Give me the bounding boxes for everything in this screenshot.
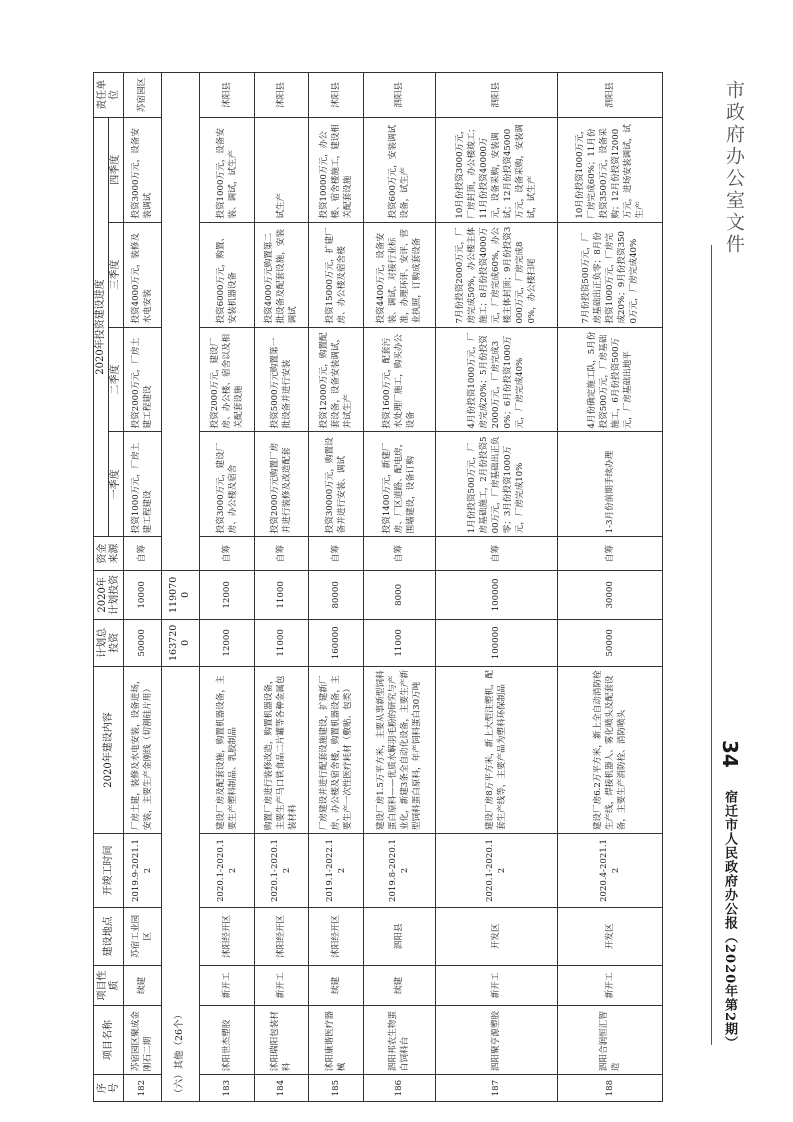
- cell-unit: 苏宿园区: [124, 73, 162, 118]
- cell-content: 厂房土建，装修及水电安装，设备进场，安装，主要生产金刚线（切割硅片用）: [124, 666, 162, 833]
- cell-q4: 投资600万元，安装调试设备，试生产: [364, 117, 436, 222]
- cell-nature: 新开工: [199, 965, 254, 1005]
- cell-q1: 投资2000万元购置厂房并进行装修及改造配套: [254, 432, 309, 537]
- cell-unit: 泗阳县: [557, 73, 662, 118]
- cell-plan2020: 80000: [309, 570, 364, 619]
- cell-q1: 1月份投资500万元，厂房基础施工，2月份投资500万元，厂房基础出正负零；3月份投资1000万元，厂房完成10%: [435, 432, 557, 537]
- cell-period: 2019.8-2020.12: [364, 834, 436, 908]
- cell-q2: 投资5000万元购置第一批设备并进行安装: [254, 327, 309, 432]
- cell-q1: 1-3月份前期手续办理: [557, 432, 662, 537]
- cell-q4: 投资3000万元，设备安装调试: [124, 117, 162, 222]
- cell-location: 苏宿工业园区: [124, 907, 162, 965]
- cell-total: 50000: [557, 619, 662, 666]
- cell-seq: 184: [254, 1075, 309, 1102]
- col-seq: 序号: [94, 1075, 124, 1102]
- cell-nature: 新开工: [557, 965, 662, 1005]
- table-row: [557, 73, 662, 1102]
- cell-q1: 投资1400万元，新建厂房、厂区道路、配电房，围墙建设，设备订购: [364, 432, 436, 537]
- cell-q3: 投资6000万元，购置、安装机器设备: [199, 222, 254, 327]
- cell-nature: 新开工: [435, 965, 557, 1005]
- cell-location: 沭阳经开区: [199, 907, 254, 965]
- cell-name: 泗阳聚亨源塑胶: [435, 1006, 557, 1075]
- cell-total: 50000: [124, 619, 162, 666]
- cell-period: 2020.1-2020.12: [254, 834, 309, 908]
- cell-name: 沭阳康谐医疗器械: [309, 1006, 364, 1075]
- section-row: [161, 73, 199, 1102]
- cell-q1: 投资3000万元，建设厂房、办公楼及宿舍: [199, 432, 254, 537]
- cell-fund: 自筹: [254, 537, 309, 570]
- cell-q2: 4月份确定施工队，5月份投资500万元，厂房基础施工，6月份投资500万元，厂房基础出地平: [557, 327, 662, 432]
- cell-location: 开发区: [435, 907, 557, 965]
- cell-unit: 泗阳县: [364, 73, 436, 118]
- col-period: 开竣工时间: [94, 834, 124, 908]
- col-q3: 三季度: [109, 222, 124, 327]
- cell-q3: 7月份投资500万元，厂房基础出正负零；8月份投资1000万元，厂房完成20%；9月份投资3500万元，厂房完成40%: [557, 222, 662, 327]
- cell-q2: 投资2000万元，厂房土建工程建设: [124, 327, 162, 432]
- cell-content: 建设厂房8万平方米，新上大型注塑机，配套生产线等，主要产品为塑料环保制品: [435, 666, 557, 833]
- investment-table: [93, 72, 663, 1102]
- cell-total: 11000: [364, 619, 436, 666]
- col-location: 建设地点: [94, 907, 124, 965]
- cell-plan2020: 10000: [124, 570, 162, 619]
- section-blank: [161, 73, 199, 571]
- cell-period: 2020.1-2020.12: [435, 834, 557, 908]
- cell-q4: 10月份投资1000万元，厂房完成60%；11月份投资3500万元，设备采购；12月份投资12000万元，进场安装调试，试生产: [557, 117, 662, 222]
- cell-q2: 投资12000万元，购置配套设备，设备安装调试，并试生产: [309, 327, 364, 432]
- page-number: 34: [718, 740, 742, 768]
- cell-unit: 泗阳县: [435, 73, 557, 118]
- cell-nature: 续建: [309, 965, 364, 1005]
- cell-total: 160000: [309, 619, 364, 666]
- table-row: [435, 73, 557, 1102]
- cell-unit: 沭阳县: [254, 73, 309, 118]
- cell-content: 购置厂房进行装修改造，购置机器设备，主要生产马口铁食品二片罐等各种金属包装材料: [254, 666, 309, 833]
- cell-name: 泗阳合润恒汇智造: [557, 1006, 662, 1075]
- cell-period: 2019.1-2022.12: [309, 834, 364, 908]
- cell-location: 开发区: [557, 907, 662, 965]
- cell-nature: 续建: [364, 965, 436, 1005]
- cell-q4: 投资1000万元，设备安装、调试，试生产: [199, 117, 254, 222]
- cell-content: 建设厂房1.5万平方米，主要从事新型饲料蛋白原料——优质水解羽毛粉的研究与产业化，新建3条全自动化设备，主要生产新型饲料蛋白原料，年产饲料蛋白30万吨: [364, 666, 436, 833]
- table-region: [93, 72, 663, 1102]
- cell-plan2020: 12000: [199, 570, 254, 619]
- cell-fund: 自筹: [199, 537, 254, 570]
- cell-seq: 186: [364, 1075, 436, 1102]
- cell-fund: 自筹: [557, 537, 662, 570]
- table-row: [254, 73, 309, 1102]
- cell-nature: 新开工: [254, 965, 309, 1005]
- section-label: （六）其他（26个）: [161, 666, 199, 1101]
- col-q1: 一季度: [109, 432, 124, 537]
- cell-name: 泗阳邦农生物蛋白饲料台: [364, 1006, 436, 1075]
- col-name: 项目名称: [94, 1006, 124, 1075]
- col-plan2020: 2020年计划投资: [94, 570, 124, 619]
- cell-q2: 4月份投资1000万元，厂房完成20%；5月份投资2000万元，厂房完成30%；6月份投资1000万元，厂房完成40%: [435, 327, 557, 432]
- section-plan2020: 1190700: [161, 570, 199, 619]
- cell-q3: 投资4400万元，设备安装、调试、对接行业标准，办理环评、安评、营业执照，订购成套设备: [364, 222, 436, 327]
- col-q4: 四季度: [109, 117, 124, 222]
- cell-q2: 投资1600万元，配套污水处理厂施工，购买办公设备: [364, 327, 436, 432]
- cell-plan2020: 8000: [364, 570, 436, 619]
- cell-q4: 投资10000万元，办公楼、宿舍楼施工，建设相关配套设施: [309, 117, 364, 222]
- cell-plan2020: 11000: [254, 570, 309, 619]
- cell-period: 2020.1-2020.12: [199, 834, 254, 908]
- cell-q4: 10月份投资3000万元，厂房封顶，办公楼竣工；11月份投资40000万元，设备采购，安装调试；12月份投资45000万元，设备采购，安装调试，试生产: [435, 117, 557, 222]
- rotated-table-container: [93, 72, 663, 1102]
- cell-location: 沭阳经开区: [254, 907, 309, 965]
- cell-location: 沭阳经开区: [309, 907, 364, 965]
- cell-total: 100000: [435, 619, 557, 666]
- cell-q3: 投资4000万元，装修及水电安装: [124, 222, 162, 327]
- cell-q1: 投资1000万元，厂房土建工程建设: [124, 432, 162, 537]
- cell-plan2020: 30000: [557, 570, 662, 619]
- cell-q3: 投资4000万元购置第二批设备及配套设施，安装调试: [254, 222, 309, 327]
- table-row: [199, 73, 254, 1102]
- col-nature: 项目性质: [94, 965, 124, 1005]
- col-total: 计划总投资: [94, 619, 124, 666]
- col-unit: 责任单位: [94, 73, 124, 118]
- cell-fund: 自筹: [435, 537, 557, 570]
- cell-plan2020: 100000: [435, 570, 557, 619]
- header-title: 市政府办公室文件: [723, 80, 745, 256]
- col-content: 2020年建设内容: [94, 666, 124, 833]
- running-footer: [698, 740, 758, 1100]
- cell-unit: 沭阳县: [199, 73, 254, 118]
- cell-location: 泗阳县: [364, 907, 436, 965]
- cell-seq: 185: [309, 1075, 364, 1102]
- table-row: [309, 73, 364, 1102]
- cell-seq: 188: [557, 1075, 662, 1102]
- cell-q1: 投资30000万元，购置设备并进行安装、调试: [309, 432, 364, 537]
- col-progress-group: 2020年投资建设进度: [94, 117, 109, 537]
- cell-seq: 182: [124, 1075, 162, 1102]
- cell-content: 建设厂房及配套设施，购置机器设备，主要生产塑料制品、乳胶制品: [199, 666, 254, 833]
- cell-fund: 自筹: [124, 537, 162, 570]
- cell-q3: 7月份投资2000万元，厂房完成50%，办公楼主体施工；8月份投资4000万元，厂房完成60%，办公楼主体封顶；9月份投资3000万元，厂房完成80%，办公楼扫尾: [435, 222, 557, 327]
- cell-q3: 投资15000万元，扩建厂房、办公楼及宿舍楼: [309, 222, 364, 327]
- cell-content: 建设厂房6.2万平方米，新上全自动消防栓生产线，焊接机器人、雾化喷头及配套设备，主要生产消防栓、消防喷头: [557, 666, 662, 833]
- cell-period: 2020.4-2021.12: [557, 834, 662, 908]
- publication-title: 宿迁市人民政府办公报（2020年第2期）: [722, 790, 737, 1051]
- table-row: [364, 73, 436, 1102]
- cell-q4: 试生产: [254, 117, 309, 222]
- cell-content: 厂房建设并进行配套设施建设，扩建新厂房、办公楼及宿舍楼，购置机器设备，主要生产一次性医疗耗材（敷贴、包类）: [309, 666, 364, 833]
- cell-seq: 187: [435, 1075, 557, 1102]
- header-row-1: [94, 73, 109, 1102]
- section-total: 1637200: [161, 619, 199, 666]
- cell-fund: 自筹: [309, 537, 364, 570]
- col-q2: 二季度: [109, 327, 124, 432]
- cell-fund: 自筹: [364, 537, 436, 570]
- cell-name: 苏宿园区聚成金刚石二期: [124, 1006, 162, 1075]
- cell-name: 沭阳瑞阳包装材料: [254, 1006, 309, 1075]
- cell-unit: 沭阳县: [309, 73, 364, 118]
- cell-total: 11000: [254, 619, 309, 666]
- running-header: [705, 40, 755, 420]
- project-rows: [199, 73, 662, 1102]
- cell-period: 2019.9-2021.12: [124, 834, 162, 908]
- cell-name: 沭阳世杰塑胶: [199, 1006, 254, 1075]
- cell-q2: 投资2000万元，建设厂房、办公楼、宿舍以及相关配套设施: [199, 327, 254, 432]
- cell-nature: 续建: [124, 965, 162, 1005]
- cell-total: 12000: [199, 619, 254, 666]
- col-fund: 资金来源: [94, 537, 124, 570]
- table-row: [124, 73, 162, 1102]
- cell-seq: 183: [199, 1075, 254, 1102]
